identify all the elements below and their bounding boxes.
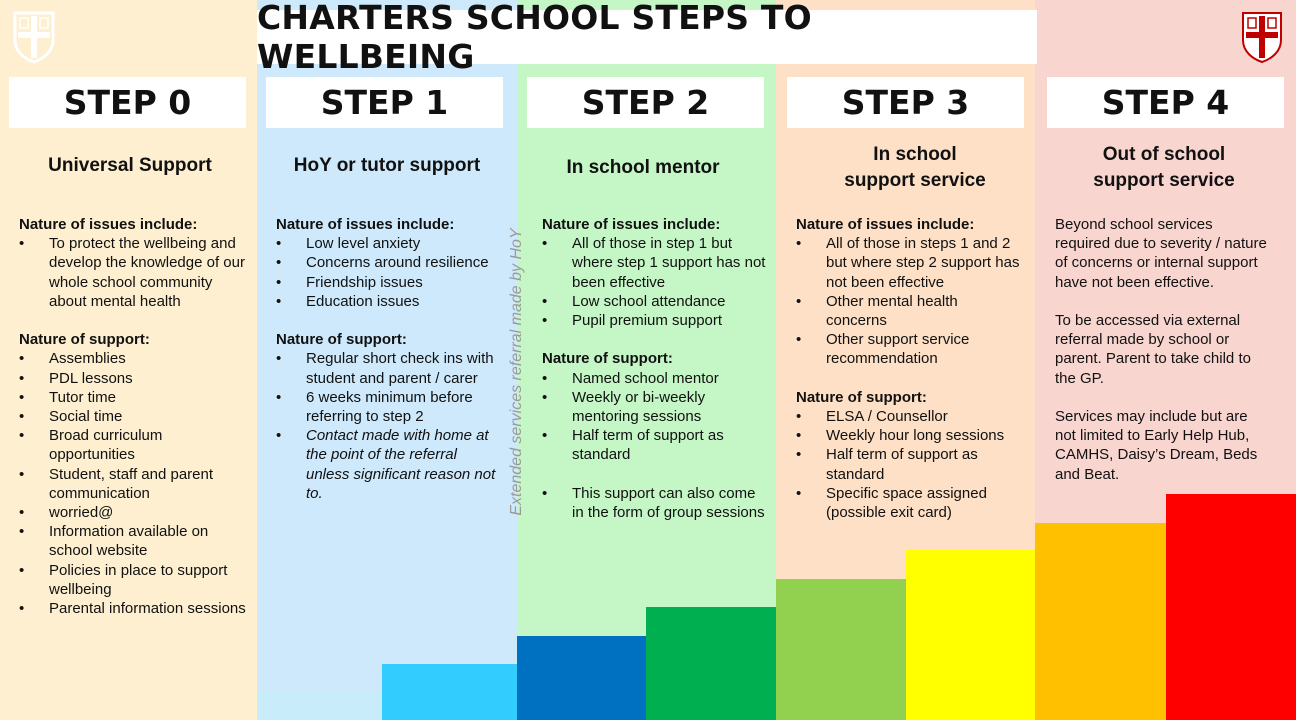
list-item: • Information available on school website: [19, 522, 251, 560]
step0-body: [19, 215, 251, 618]
step2-issues-label: Nature of issues include:: [542, 216, 721, 233]
school-crest-icon: [1240, 10, 1284, 64]
step0-support-list: [19, 349, 251, 618]
list-item: • Regular short check ins with student and parent / carer: [276, 349, 498, 387]
list-item: • Specific space assigned (possible exit card): [796, 484, 1022, 522]
step3-heading-line1: In school: [873, 144, 957, 165]
vertical-note-text: Extended services referral made by HoY: [508, 228, 525, 516]
step1-heading: HoY or tutor support: [293, 155, 481, 176]
list-item: • Concerns around resilience: [276, 253, 498, 272]
list-item: • To protect the wellbeing and develop the knowledge of our whole school community about mental health: [19, 234, 251, 311]
step4-body: [1055, 215, 1267, 484]
step2-label-box: [527, 77, 764, 128]
step4-heading-line1: Out of school: [1102, 144, 1226, 165]
step2-support-label: Nature of support:: [542, 350, 673, 368]
stair-block-5: [776, 579, 906, 720]
step4-paragraph-2: To be accessed via external referral made by school or parent. Parent to take child to the GP.: [1055, 312, 1251, 387]
list-item: • All of those in steps 1 and 2 but where step 2 support has not been effective: [796, 234, 1022, 292]
page-title: [257, 0, 1037, 76]
step4-label: STEP 4: [1101, 83, 1230, 122]
list-item: • Low school attendance: [542, 292, 768, 311]
step3-label: STEP 3: [841, 83, 970, 122]
list-item: • Education issues: [276, 292, 498, 311]
step4-paragraph-1: Beyond school services required due to severity / nature of concerns or internal support have not been effective.: [1055, 216, 1267, 291]
list-item: • Other mental health concerns: [796, 292, 1022, 330]
step1-body: [276, 215, 498, 503]
list-item: • Assemblies: [19, 349, 251, 368]
step0-issues-list: [19, 234, 251, 311]
step2-issues-list: [542, 234, 768, 330]
list-item: • Tutor time: [19, 388, 251, 407]
step2-support-list: [542, 369, 768, 465]
list-item: • 6 weeks minimum before referring to step 2: [276, 388, 498, 426]
stair-block-3: [517, 636, 646, 720]
step4-label-box: [1047, 77, 1284, 128]
stair-block-6: [906, 550, 1035, 720]
list-item: • ELSA / Counsellor: [796, 407, 1022, 426]
list-item: • worried@: [19, 503, 251, 522]
list-item: • Low level anxiety: [276, 234, 498, 253]
step3-issues-list: [796, 234, 1022, 368]
list-item: • Student, staff and parent communication: [19, 465, 251, 503]
list-item: • Pupil premium support: [542, 311, 768, 330]
step0-issues-label: Nature of issues include:: [19, 216, 198, 233]
stair-block-2: [382, 664, 517, 720]
list-item: • All of those in step 1 but where step 1 support has not been effective: [542, 234, 768, 292]
list-item: • Friendship issues: [276, 273, 498, 292]
step2-extra-list: [542, 484, 768, 522]
step2-heading: In school mentor: [566, 157, 720, 178]
step2-body: [542, 215, 768, 522]
step4-heading-line2: support service: [1093, 170, 1235, 191]
step0-support-label: Nature of support:: [19, 331, 150, 349]
list-item: • Half term of support as standard: [542, 426, 768, 464]
step4-heading: [1034, 142, 1294, 194]
page-title-text: CHARTERS SCHOOL STEPS TO WELLBEING: [257, 0, 812, 76]
stair-block-4: [646, 607, 776, 720]
list-item: • Weekly hour long sessions: [796, 426, 1022, 445]
step1-issues-list: [276, 234, 498, 311]
list-item: • This support can also come in the form of group sessions: [542, 484, 768, 522]
list-item: • Broad curriculum opportunities: [19, 426, 251, 464]
school-crest-icon: [12, 10, 56, 64]
list-item: • Other support service recommendation: [796, 330, 1022, 368]
step0-label-box: [9, 77, 246, 128]
step1-issues-label: Nature of issues include:: [276, 216, 455, 233]
step1-support-list: [276, 349, 498, 503]
list-item: • Half term of support as standard: [796, 445, 1022, 483]
stair-block-1: [257, 692, 382, 720]
list-item: • Social time: [19, 407, 251, 426]
step3-support-list: [796, 407, 1022, 522]
step3-heading-line2: support service: [844, 170, 986, 191]
step3-support-label: Nature of support:: [796, 388, 927, 406]
step3-issues-label: Nature of issues include:: [796, 216, 975, 233]
step1-label: STEP 1: [320, 83, 449, 122]
list-item: • Parental information sessions: [19, 599, 251, 618]
step4-paragraph-3: Services may include but are not limited to Early Help Hub, CAMHS, Daisy’s Dream, Beds and Beat.: [1055, 408, 1258, 483]
step1-contact-note: Contact made with home at the point of the referral unless significant reason not to.: [306, 427, 496, 502]
list-item: • Policies in place to support wellbeing: [19, 561, 251, 599]
list-item: • Weekly or bi-weekly mentoring sessions: [542, 388, 768, 426]
step3-label-box: [787, 77, 1024, 128]
list-item: • Named school mentor: [542, 369, 768, 388]
stair-block-8: [1166, 494, 1296, 720]
step3-body: [796, 215, 1022, 522]
step1-label-box: [266, 77, 503, 128]
step1-support-label: Nature of support:: [276, 331, 407, 349]
step3-heading: [785, 142, 1045, 194]
list-item: [276, 426, 498, 503]
step2-label: STEP 2: [581, 83, 710, 122]
stair-block-7: [1035, 523, 1166, 720]
list-item: • PDL lessons: [19, 369, 251, 388]
step0-heading: Universal Support: [48, 155, 212, 176]
step0-label: STEP 0: [63, 83, 192, 122]
